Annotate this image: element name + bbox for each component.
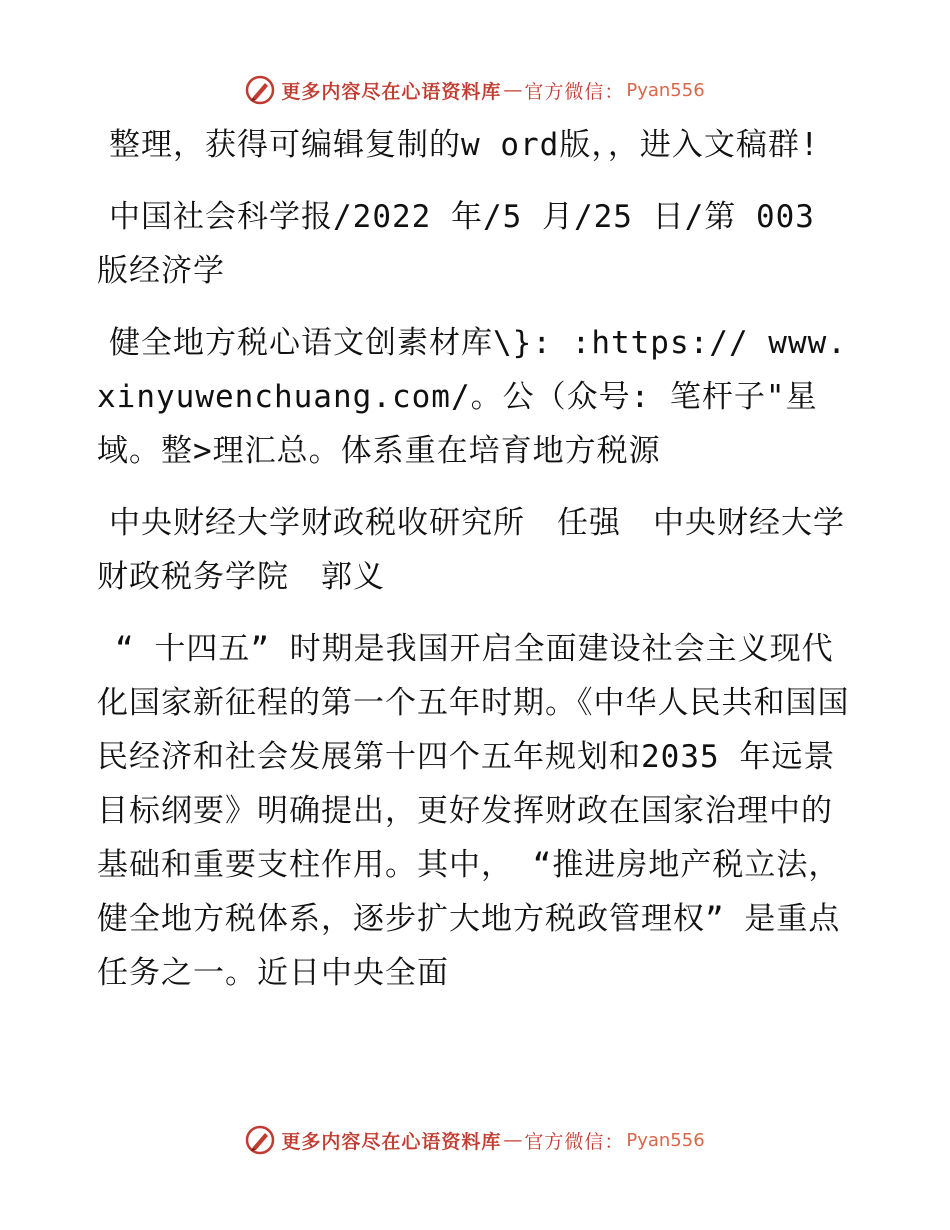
document-body bbox=[97, 118, 857, 1018]
banner-slogan: 更多内容尽在心语资料库 bbox=[281, 80, 502, 103]
banner-wechat-id: Pyan556 bbox=[626, 1129, 705, 1151]
pen-logo-icon bbox=[245, 1125, 275, 1155]
paragraph-source: 中国社会科学报/2022 年/5 月/25 日/第 003 版经济学 bbox=[97, 199, 835, 289]
pen-logo-icon bbox=[245, 75, 275, 105]
banner-wechat-label: 官方微信： bbox=[524, 1130, 625, 1153]
banner-slogan: 更多内容尽在心语资料库 bbox=[281, 1130, 502, 1153]
paragraph-body: “ 十四五” 时期是我国开启全面建设社会主义现代化国家新征程的第一个五年时期。《中华人民共和国国民经济和社会发展第十四个五年规划和2035 年远景目标纲要》明确提出，更好发挥财政在国家治理中的基础和重要支柱作用。其中， “推进房地产税立法，健全地方税体系，逐步扩大地方税政管理权” 是重点任务之一。近日中央全面 bbox=[97, 631, 850, 991]
header-banner bbox=[0, 70, 950, 110]
banner-dash: — bbox=[503, 1129, 523, 1151]
banner-dash: — bbox=[503, 79, 523, 101]
paragraph-authors: 中央财经大学财政税收研究所 任强 中央财经大学财政税务学院 郭义 bbox=[97, 505, 845, 595]
footer-banner bbox=[0, 1120, 950, 1160]
paragraph-title: 健全地方税心语文创素材库\}: :https:// www.xinyuwenchuang.com/。公（众号: 笔杆子"星域。整>理汇总。体系重在培育地方税源 bbox=[97, 325, 847, 469]
paragraph-intro: 整理，获得可编辑复制的w ord版，，进入文稿群! bbox=[109, 127, 820, 163]
banner-wechat-label: 官方微信： bbox=[524, 80, 625, 103]
banner-wechat-id: Pyan556 bbox=[626, 79, 705, 101]
